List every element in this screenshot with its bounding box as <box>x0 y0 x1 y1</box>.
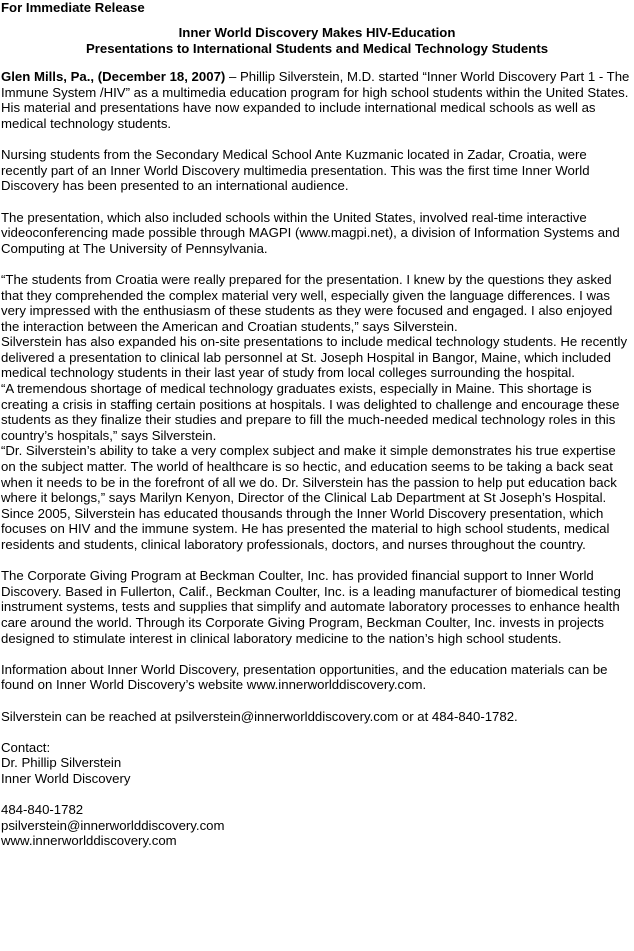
paragraph-gap <box>1 646 633 662</box>
paragraph-intro-body: – Phillip Silverstein, M.D. started “Inner World Discovery Part 1 - The Immune System /HIV” as a multimedia education program for high school students within the United States. His material and presentations have now expanded to include international medical schools as well as medical technology students. <box>1 69 630 131</box>
headline-line-1: Inner World Discovery Makes HIV-Education <box>178 25 456 40</box>
paragraph-gap <box>1 256 633 272</box>
release-label: For Immediate Release <box>1 0 145 15</box>
paragraph-videoconferencing: The presentation, which also included schools within the United States, involved real-time interactive videoconferencing made possible through MAGPI (www.magpi.net), a division of Information Systems and Computing at The University of Pennsylvania. <box>1 209 620 256</box>
paragraph-information: Information about Inner World Discovery, presentation opportunities, and the education materials can be found on Inner World Discovery’s website www.innerworlddiscovery.com. <box>1 661 608 693</box>
paragraph-since-2005: Since 2005, Silverstein has educated thousands through the Inner World Discovery presentation, which focuses on HIV and the immune system. He has presented the material to high school students, medical residents and students, clinical laboratory professionals, doctors, and nurses throughout the country. <box>1 505 610 552</box>
paragraph-quote-shortage: “A tremendous shortage of medical technology graduates exists, especially in Maine. This shortage is creating a crisis in staffing certain positions at hospitals. I was delighted to challenge and encourage these students as they finalize their studies and prepare to fill the much-needed medical technology roles in this country’s hospitals,” says Silverstein. <box>1 381 620 443</box>
contact-org: Inner World Discovery <box>1 770 131 786</box>
paragraph-quote-kenyon: “Dr. Silverstein’s ability to take a very complex subject and make it simple demonstrates his true expertise on the subject matter. The world of healthcare is so hectic, and education seems to be taking a back seat when it needs to be in the forefront of all we do. Dr. Silverstein has the passion to help put education back where it belongs,” says Marilyn Kenyon, Director of the Clinical Lab Department at St Joseph’s Hospital. <box>1 443 617 506</box>
contact-name: Dr. Phillip Silverstein <box>1 755 122 771</box>
paragraph-gap <box>1 787 633 803</box>
paragraph-beckman-coulter: The Corporate Giving Program at Beckman Coulter, Inc. has provided financial support to Inner World Discovery. Based in Fullerton, Calif., Beckman Coulter, Inc. is a leading manufacturer of biomedical testing instrument systems, tests and supplies that simplify and automate laboratory processes to enhance health care around the world. Through its Corporate Giving Program, Beckman Coulter, Inc. invests in projects designed to stimulate interest in clinical laboratory medicine to the nation’s high school students. <box>1 568 621 646</box>
paragraph-intro <box>1 69 633 131</box>
contact-website: www.innerworlddiscovery.com <box>1 833 177 849</box>
paragraph-gap <box>1 724 633 740</box>
press-release-document <box>1 0 633 849</box>
dateline: Glen Mills, Pa., (December 18, 2007) <box>1 69 226 85</box>
paragraph-gap <box>1 194 633 210</box>
headline <box>1 25 633 56</box>
paragraph-quote-croatia: “The students from Croatia were really prepared for the presentation. I knew by the questions they asked that they comprehended the complex material very well, especially given the language differences. I was very impressed with the enthusiasm of these students as they were focused and engaged. I also enjoyed the interaction between the American and Croatian students,” says Silverstein. <box>1 271 613 334</box>
paragraph-reach: Silverstein can be reached at psilverstein@innerworlddiscovery.com or at 484-840-1782. <box>1 708 518 724</box>
paragraph-gap <box>1 553 633 569</box>
contact-heading: Contact: <box>1 739 51 755</box>
paragraph-onsite: Silverstein has also expanded his on-site presentations to include medical technology students. He recently delivered a presentation to clinical lab personnel at St. Joseph Hospital in Bangor, Maine, which included medical technology students in their last year of study from local colleges surrounding the hospital. <box>1 334 628 381</box>
paragraph-gap <box>1 693 633 709</box>
contact-email: psilverstein@innerworlddiscovery.com <box>1 817 225 833</box>
paragraph-gap <box>1 132 633 148</box>
headline-line-2: Presentations to International Students and Medical Technology Students <box>85 40 549 56</box>
contact-block <box>1 740 633 849</box>
paragraph-croatia: Nursing students from the Secondary Medical School Ante Kuzmanic located in Zadar, Croatia, were recently part of an Inner World Discovery multimedia presentation. This was the first time Inner World Discovery has been presented to an international audience. <box>1 147 590 194</box>
contact-phone: 484-840-1782 <box>1 802 84 818</box>
